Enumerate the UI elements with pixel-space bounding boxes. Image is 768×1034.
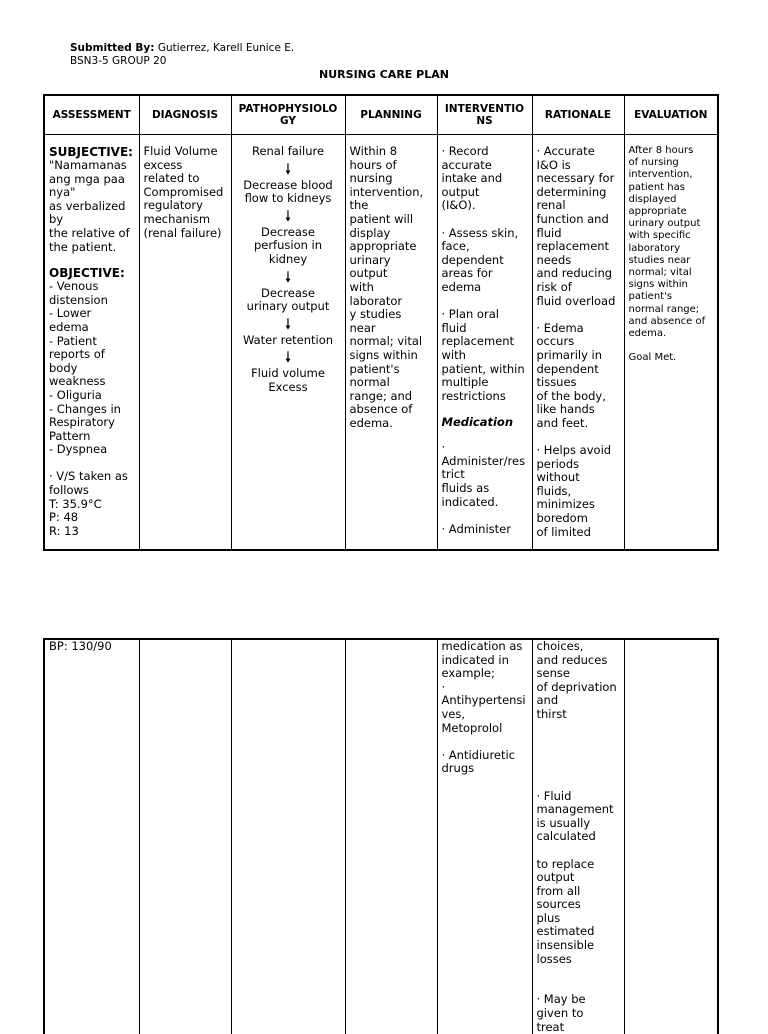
down-arrow-icon: 🠗 [284,267,292,286]
interventions-cell-continued [437,639,532,1034]
assessment-continued-text: BP: 130/90 [49,639,112,653]
submitted-by-label: Submitted By: [70,42,155,54]
objective-label: OBJECTIVE: [49,266,125,281]
submitted-by-line [70,42,294,55]
col-header-evaluation: EVALUATION [624,95,718,135]
objective-text: - Venous distension - Lower edema - Patient reports of body weakness - Oliguria - Changes in Respiratory Pattern - Dyspnea · V/S taken as follows T: 35.9°C P: 48 R: 13 [49,279,128,538]
diagnosis-text: Fluid Volume excess related to Compromised regulatory mechanism (renal failure) [143,144,224,240]
pathophysiology-cell [231,135,345,551]
header-row [44,95,718,135]
diagnosis-cell [139,135,231,551]
interventions-cell [437,135,532,551]
col-header-pathophysiology: PATHOPHYSIOLO GY [231,95,345,135]
col-header-diagnosis: DIAGNOSIS [139,95,231,135]
col-header-rationale: RATIONALE [532,95,624,135]
diagnosis-cell-continued [139,639,231,1034]
planning-cell-continued [345,639,437,1034]
interventions-text: · Record accurate intake and output (I&O). · Assess skin, face, dependent areas for edema · Plan oral fluid replacement with patient, within multiple restrictions [441,144,525,403]
pathophysiology-step: Renal failure [251,144,325,158]
pathophysiology-step: Fluid volume Excess [251,366,325,394]
interventions-continued-text: medication as indicated in example; · Antihypertensi ves, Metoprolol · Antidiuretic drugs [441,639,526,776]
pathophysiology-step: Decrease perfusion in kidney [253,224,323,266]
rationale-cell-continued [532,639,624,1034]
care-plan-table-continued [43,638,719,1034]
pathophysiology-step: Water retention [242,332,334,347]
evaluation-cell-continued [624,639,718,1034]
submitted-by-name: Gutierrez, Karell Eunice E. [154,42,295,54]
evaluation-text: After 8 hours of nursing intervention, patient has displayed appropriate urinary output with specific laboratory studies near normal; vital signs within patient's normal range; and absence of edema. Goal Met. [628,145,706,364]
subjective-label: SUBJECTIVE: [49,145,133,159]
pathophysiology-cell-continued [231,639,345,1034]
planning-text: Within 8 hours of nursing intervention, the patient will display appropriate urinary output with laborator y studies near normal; vital signs within patient's normal range; and absence of edema. [349,144,424,430]
col-header-assessment: ASSESSMENT [44,95,139,135]
table-row [44,639,718,1034]
down-arrow-icon: 🠗 [284,206,292,225]
col-header-planning: PLANNING [345,95,437,135]
planning-cell [345,135,437,551]
section-group: BSN3-5 GROUP 20 [70,55,167,67]
down-arrow-icon: 🠗 [284,348,292,367]
table-row [44,135,718,551]
interventions-medication-text: · Administer/res trict fluids as indicated. · Administer [441,440,526,536]
down-arrow-icon: 🠗 [284,159,292,178]
medication-label: Medication [441,415,514,430]
page-title: NURSING CARE PLAN [319,68,449,81]
rationale-continued-text: choices, and reduces sense of deprivation and thirst · Fluid management is usually calculated to replace output from all sources plus estimated insensible losses · May be given to treat [536,639,617,1034]
col-header-interventions: INTERVENTIO NS [437,95,532,135]
pathophysiology-step: Decrease urinary output [246,285,330,314]
rationale-cell [532,135,624,551]
assessment-cell-continued [44,639,139,1034]
pathophysiology-step: Decrease blood flow to kidneys [243,177,333,206]
down-arrow-icon: 🠗 [284,314,292,333]
rationale-text: · Accurate I&O is necessary for determining renal function and fluid replacement needs and reducing risk of fluid overload · Edema occurs primarily in dependent tissues of the body, like hands and feet. · Helps avoid periods without fluids, minimizes boredom of limited [536,144,616,539]
evaluation-cell [624,135,718,551]
subjective-text: "Namamanas ang mga paa nya" as verbalized by the relative of the patient. [49,158,130,254]
assessment-cell [44,135,139,551]
care-plan-table [43,94,719,551]
